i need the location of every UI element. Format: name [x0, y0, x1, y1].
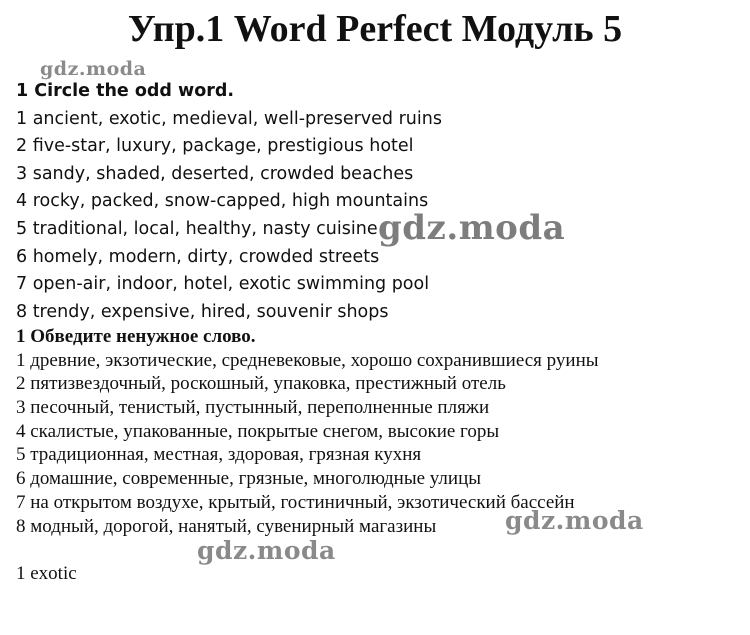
russian-item-6: 6 домашние, современные, грязные, многолюдные улицы — [16, 468, 482, 490]
english-item-5: 5 traditional, local, healthy, nasty cuisine — [16, 218, 378, 239]
page-title: Упр.1 Word Perfect Модуль 5 — [127, 8, 623, 50]
english-item-8: 8 trendy, expensive, hired, souvenir shops — [16, 301, 389, 322]
russian-item-5: 5 традиционная, местная, здоровая, грязная кухня — [16, 444, 422, 466]
english-item-3: 3 sandy, shaded, deserted, crowded beaches — [16, 163, 414, 184]
english-item-1: 1 ancient, exotic, medieval, well-preserved ruins — [16, 108, 442, 129]
english-exercise — [16, 78, 736, 326]
russian-item-1: 1 древние, экзотические, средневековые, хорошо сохранившиеся руины — [16, 349, 599, 371]
watermark: gdz.moda — [197, 536, 336, 565]
russian-item-3: 3 песочный, тенистый, пустынный, переполненные пляжи — [16, 397, 490, 419]
watermark: gdz.moda — [505, 506, 644, 535]
russian-item-7: 7 на открытом воздухе, крытый, гостиничный, экзотический бассейн — [16, 491, 575, 513]
watermark: gdz.moda — [40, 58, 147, 80]
russian-item-2: 2 пятизвездочный, роскошный, упаковка, престижный отель — [16, 373, 506, 395]
watermark: gdz.moda — [378, 208, 566, 248]
english-heading: 1 Circle the odd word. — [16, 81, 235, 101]
english-item-7: 7 open-air, indoor, hotel, exotic swimming pool — [16, 274, 430, 295]
russian-heading: 1 Обведите ненужное слово. — [16, 326, 256, 347]
answer-text: 1 exotic — [16, 563, 77, 584]
english-item-2: 2 five-star, luxury, package, prestigious hotel — [16, 136, 414, 157]
russian-item-8: 8 модный, дорогой, нанятый, сувенирный магазины — [16, 515, 437, 537]
english-item-4: 4 rocky, packed, snow-capped, high mountains — [16, 191, 429, 212]
english-item-6: 6 homely, modern, dirty, crowded streets — [16, 246, 380, 267]
russian-item-4: 4 скалистые, упакованные, покрытые снегом, высокие горы — [16, 420, 500, 442]
